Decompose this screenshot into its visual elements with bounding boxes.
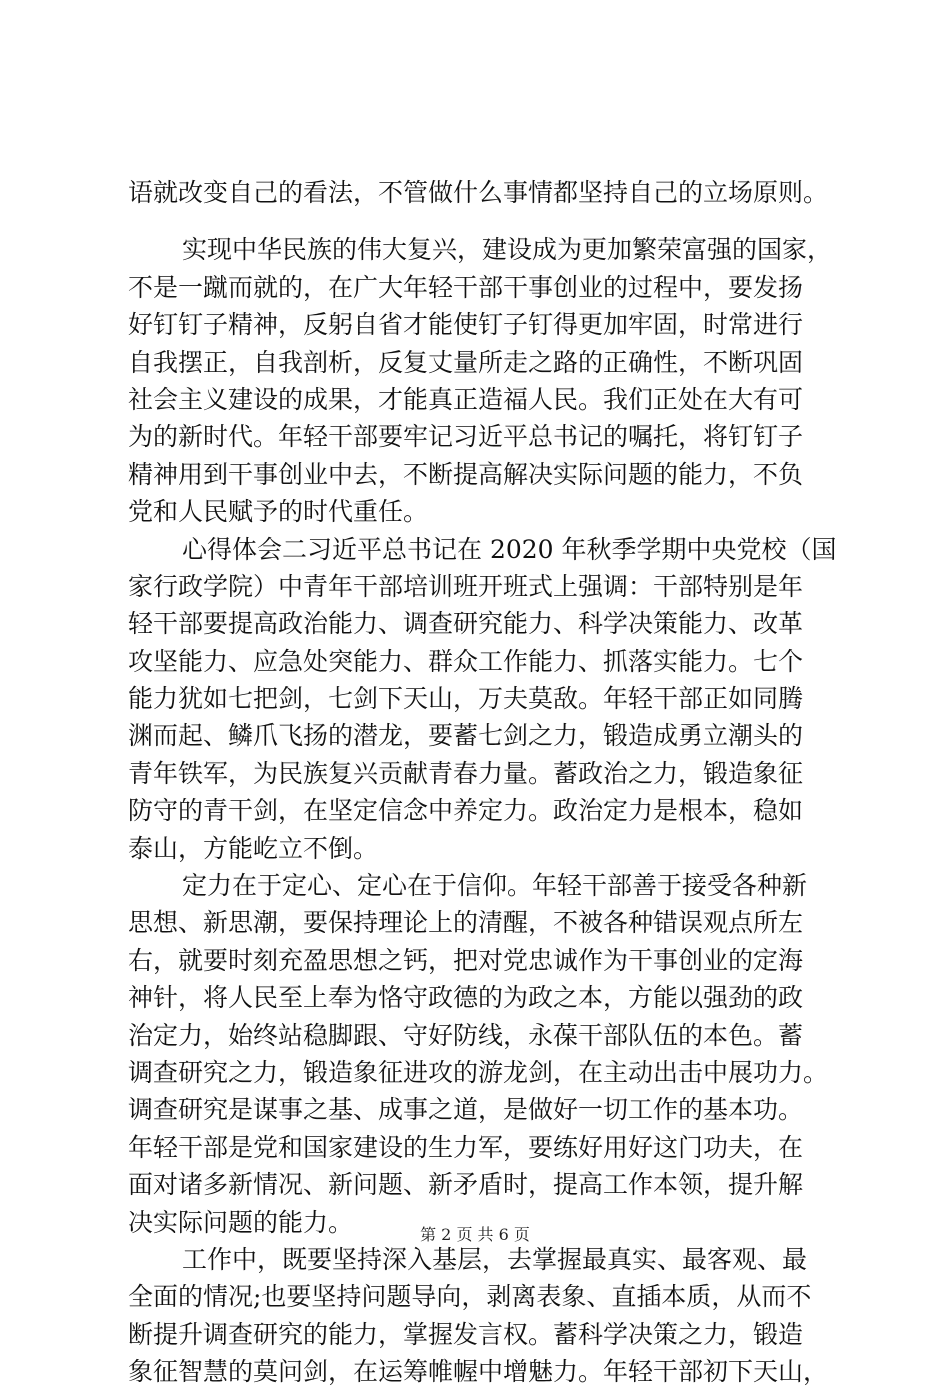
text-line: 决实际问题的能力。 (128, 1207, 354, 1237)
text-line: 象征智慧的莫问剑，在运筹帷幄中增魅力。年轻干部初下天山， (128, 1357, 829, 1387)
paragraph-gap (128, 211, 832, 231)
text-line: 攻坚能力、应急处突能力、群众工作能力、抓落实能力。七个 (128, 646, 804, 676)
text-line: 调查研究之力，锻造象征进攻的游龙剑，在主动出击中展功力。 (128, 1057, 829, 1087)
text-line: 断提升调查研究的能力，掌握发言权。蓄科学决策之力，锻造 (128, 1319, 804, 1349)
text-line: 全面的情况;也要坚持问题导向，剥离表象、直插本质，从而不 (128, 1282, 812, 1312)
paragraph (128, 1241, 832, 1391)
text-line: 精神用到干事创业中去，不断提高解决实际问题的能力，不负 (128, 459, 804, 489)
text-line: 社会主义建设的成果，才能真正造福人民。我们正处在大有可 (128, 384, 804, 414)
paragraph-continuation (128, 174, 832, 211)
text-line: 思想、新思潮，要保持理论上的清醒，不被各种错误观点所左 (128, 908, 804, 938)
text-line: 党和人民赋予的时代重任。 (128, 497, 429, 527)
text-line: 面对诸多新情况、新问题、新矛盾时，提高工作本领，提升解 (128, 1170, 804, 1200)
text-line: 工作中，既要坚持深入基层，去掌握最真实、最客观、最 (182, 1244, 808, 1274)
text-line: 为的新时代。年轻干部要牢记习近平总书记的嘱托，将钉钉子 (128, 422, 804, 452)
text-line: 自我摆正，自我剖析，反复丈量所走之路的正确性，不断巩固 (128, 347, 804, 377)
text-line: 不是一蹴而就的，在广大年轻干部干事创业的过程中，要发扬 (128, 272, 804, 302)
text-line: 实现中华民族的伟大复兴，建设成为更加繁荣富强的国家， (182, 235, 833, 265)
text-line: 年轻干部是党和国家建设的生力军，要练好用好这门功夫，在 (128, 1132, 804, 1162)
paragraph (128, 867, 832, 1241)
text-line: 定力在于定心、定心在于信仰。年轻干部善于接受各种新 (182, 871, 808, 901)
text-line: 好钉钉子精神，反躬自省才能使钉子钉得更加牢固，时常进行 (128, 310, 804, 340)
text-line: 泰山，方能屹立不倒。 (128, 833, 379, 863)
text-line: 渊而起、鳞爪飞扬的潜龙，要蓄七剑之力，锻造成勇立潮头的 (128, 721, 804, 751)
text-line: 心得体会二习近平总书记在 2020 年秋季学期中央党校（国 (182, 534, 837, 564)
page-footer (0, 1225, 950, 1245)
text-line: 语就改变自己的看法，不管做什么事情都坚持自己的立场原则。 (128, 178, 829, 207)
text-line: 治定力，始终站稳脚跟、守好防线，永葆干部队伍的本色。蓄 (128, 1020, 804, 1050)
document-body (128, 174, 837, 1391)
text-line: 轻干部要提高政治能力、调查研究能力、科学决策能力、改革 (128, 609, 804, 639)
text-line: 青年铁军，为民族复兴贡献青春力量。蓄政治之力，锻造象征 (128, 758, 804, 788)
text-line: 神针，将人民至上奉为恪守政德的为政之本，方能以强劲的政 (128, 983, 804, 1013)
paragraph (128, 531, 837, 868)
text-line: 右，就要时刻充盈思想之钙，把对党忠诚作为干事创业的定海 (128, 945, 804, 975)
paragraph (128, 231, 832, 530)
text-line: 调查研究是谋事之基、成事之道，是做好一切工作的基本功。 (128, 1095, 804, 1125)
text-line: 家行政学院）中青年干部培训班开班式上强调：干部特别是年 (128, 571, 804, 601)
page-number: 第 2 页 共 6 页 (420, 1225, 530, 1244)
text-line: 防守的青干剑，在坚定信念中养定力。政治定力是根本，稳如 (128, 796, 804, 826)
text-line: 能力犹如七把剑，七剑下天山，万夫莫敌。年轻干部正如同腾 (128, 684, 804, 714)
